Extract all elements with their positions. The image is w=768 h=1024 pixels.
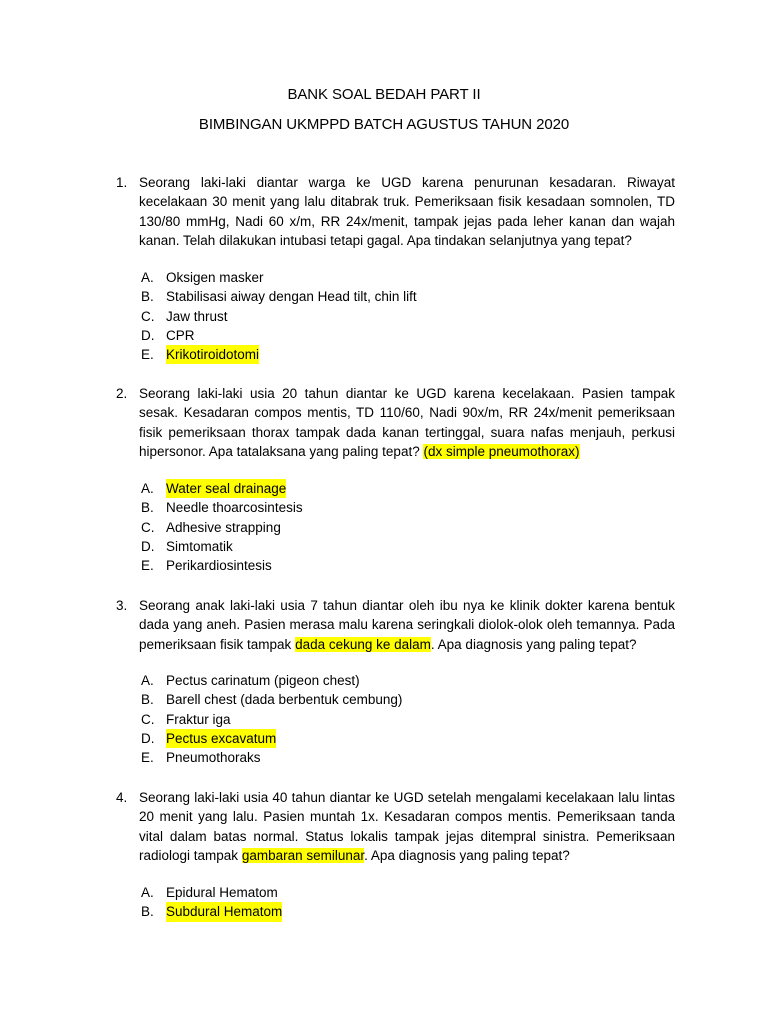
question-text-part: Seorang anak laki-laki usia 7 tahun diantar oleh ibu nya ke klinik dokter karena bentuk dada yang aneh. Pasien merasa malu karena seringkali diolok-olok oleh temannya. Pada pemeriksaan fisik tampak <box>139 598 675 652</box>
option-text: Epidural Hematom <box>166 885 278 900</box>
option-text: Pneumothoraks <box>166 750 261 766</box>
answer-option <box>0 671 768 690</box>
option-letter: D. <box>141 730 155 746</box>
option-text: Fraktur iga <box>166 711 231 727</box>
question-text-part: . Apa diagnosis yang paling tepat? <box>364 847 570 863</box>
correct-answer-text: Water seal drainage <box>166 479 286 498</box>
option-letter: B. <box>141 692 154 708</box>
option-text: Adhesive strapping <box>166 519 281 535</box>
option-text: Stabilisasi aiway dengan Head tilt, chin lift <box>166 289 417 305</box>
option-letter: E. <box>141 558 154 574</box>
question-text-part: Seorang laki-laki usia 20 tahun diantar ke UGD karena kecelakaan. Pasien tampak sesak. Kesadaran compos mentis, TD 110/60, Nadi 90x/m, RR 24x/menit pemeriksaan fisik pemeriksaan thorax tampak dada kanan tertinggal, suara nafas menjauh, perkusi hipersonor. Apa tatalaksana yang paling tepat? <box>139 386 675 459</box>
answer-option <box>0 537 768 556</box>
option-letter: D. <box>141 538 155 554</box>
question-text <box>139 173 675 250</box>
option-text: Oksigen masker <box>166 270 264 285</box>
question-text-part: . Apa diagnosis yang paling tepat? <box>430 636 637 652</box>
option-letter: B. <box>141 904 154 920</box>
answer-option <box>0 748 768 767</box>
highlighted-text: dada cekung ke dalam <box>295 636 431 652</box>
answer-option <box>0 690 768 709</box>
option-letter: A. <box>141 885 154 900</box>
answer-option <box>0 883 768 902</box>
answer-option <box>0 307 768 326</box>
option-letter: E. <box>141 347 154 363</box>
document-title: BANK SOAL BEDAH PART II <box>287 86 481 103</box>
option-letter: A. <box>141 270 154 285</box>
option-text: CPR <box>166 327 195 343</box>
question-text-part: Seorang laki-laki diantar warga ke UGD karena penurunan kesadaran. Riwayat kecelakaan 30 menit yang lalu ditabrak truk. Pemeriksaan fisik kesadaan somnolen, TD 130/80 mmHg, Nadi 60 x/m, RR 24x/menit, tampak jejas pada leher kanan dan wajah kanan. Telah dilakukan intubasi tetapi gagal. Apa tindakan selanjutnya yang tepat? <box>139 175 675 248</box>
option-letter: E. <box>141 750 154 766</box>
highlighted-text: gambaran semilunar <box>241 847 365 863</box>
correct-answer-text: Pectus excavatum <box>166 729 276 748</box>
highlighted-text: (dx simple pneumothorax) <box>423 443 580 459</box>
answer-option <box>0 902 768 921</box>
question-text <box>139 384 675 461</box>
option-letter: C. <box>141 519 155 535</box>
option-letter: B. <box>141 500 154 516</box>
question-number: 2. <box>116 386 128 401</box>
answer-option <box>0 287 768 306</box>
option-text: Perikardiosintesis <box>166 558 272 574</box>
option-letter: C. <box>141 711 155 727</box>
option-letter: D. <box>141 327 155 343</box>
option-text: Jaw thrust <box>166 308 228 324</box>
document-subtitle: BIMBINGAN UKMPPD BATCH AGUSTUS TAHUN 2020 <box>198 116 570 133</box>
question-number: 4. <box>116 790 128 805</box>
option-letter: C. <box>141 308 155 324</box>
answer-option <box>0 268 768 287</box>
option-letter: A. <box>141 481 154 496</box>
correct-answer-text: Subdural Hematom <box>166 902 282 921</box>
option-letter: B. <box>141 289 154 305</box>
answer-option <box>0 479 768 498</box>
answer-option <box>0 556 768 575</box>
option-letter: A. <box>141 673 154 688</box>
question-number: 3. <box>116 598 128 613</box>
option-text: Needle thoarcosintesis <box>166 500 303 516</box>
question-text-part: Seorang laki-laki usia 40 tahun diantar ke UGD setelah mengalami kecelakaan lalu lintas 20 menit yang lalu. Pasien muntah 1x. Kesadaran compos mentis. Pemeriksaan tanda vital dalam batas normal. Status lokalis tampak jejas ditempral sinistra. Pemeriksaan radiologi tampak <box>139 790 675 863</box>
answer-option <box>0 710 768 729</box>
option-text: Barell chest (dada berbentuk cembung) <box>166 692 403 708</box>
answer-option <box>0 518 768 537</box>
question-text <box>139 596 675 654</box>
option-text: Simtomatik <box>166 538 233 554</box>
question-text <box>139 788 675 865</box>
answer-option <box>0 326 768 345</box>
correct-answer-text: Krikotiroidotomi <box>166 345 259 364</box>
option-list <box>0 671 768 767</box>
answer-option <box>0 345 768 364</box>
answer-option <box>0 729 768 748</box>
option-list <box>0 479 768 575</box>
option-list <box>0 883 768 922</box>
option-text: Pectus carinatum (pigeon chest) <box>166 673 360 688</box>
question-number: 1. <box>116 175 128 190</box>
option-list <box>0 268 768 364</box>
answer-option <box>0 498 768 517</box>
